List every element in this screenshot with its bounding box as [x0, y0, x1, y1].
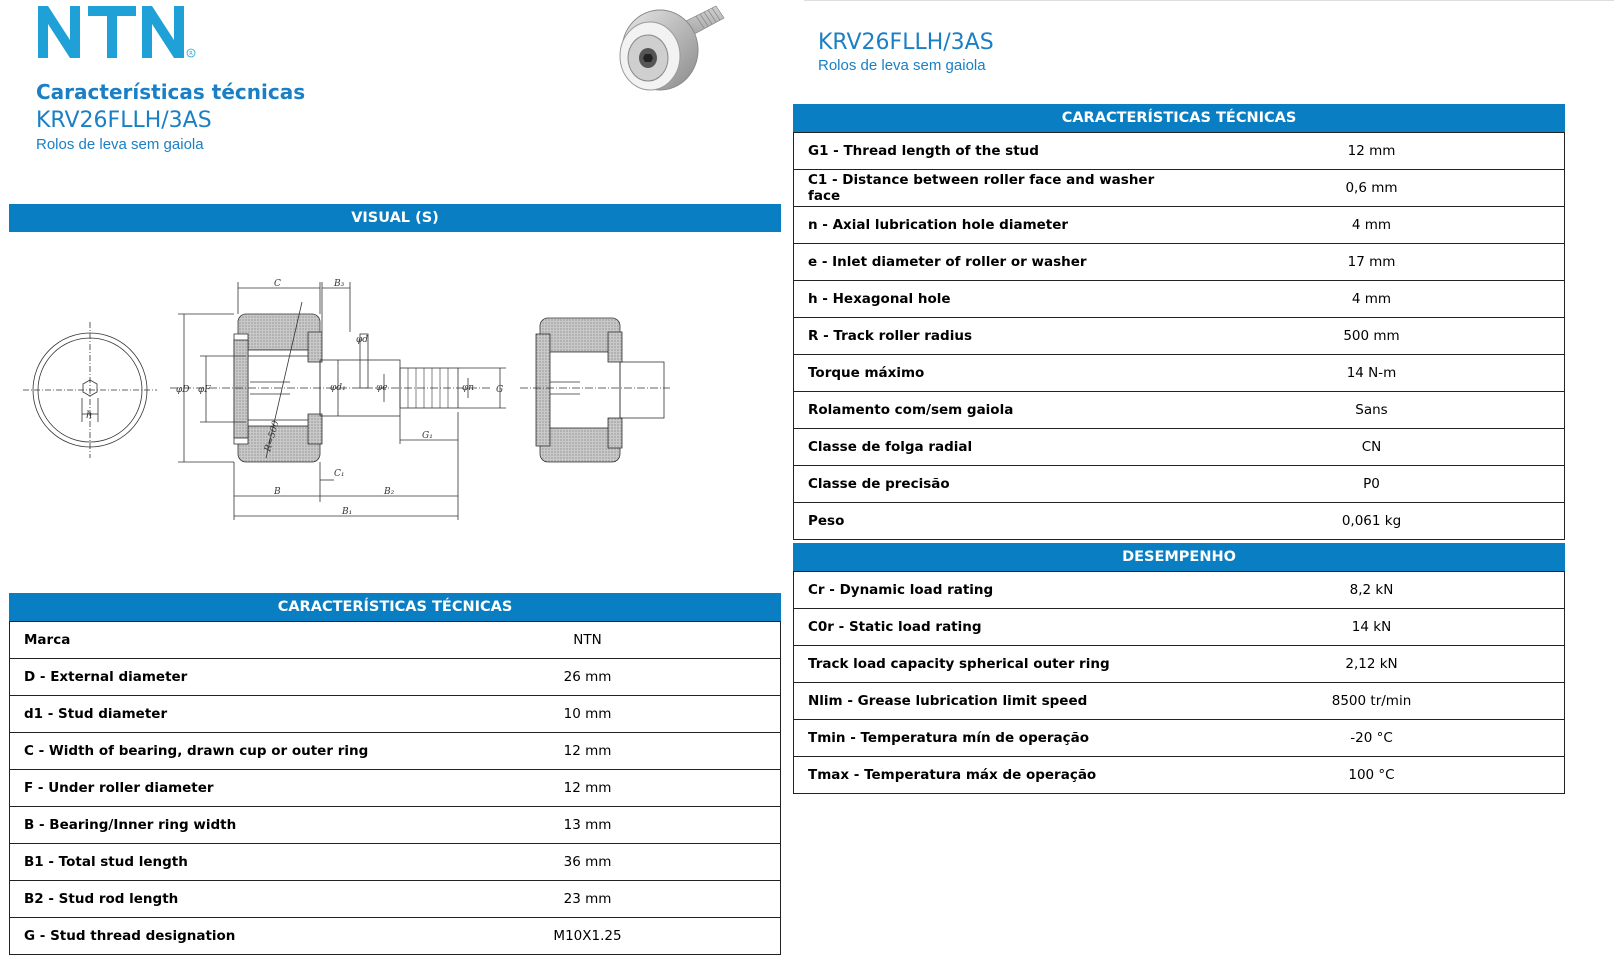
spec-label: Peso	[794, 503, 1180, 540]
drawing-label-e: φe	[376, 383, 388, 393]
drawing-label-b3: B₃	[334, 279, 345, 289]
spec-value: NTN	[395, 622, 781, 659]
spec-value: 500 mm	[1179, 318, 1565, 355]
spec-value: 14 N-m	[1179, 355, 1565, 392]
table-row	[10, 659, 781, 696]
spec-value: 0,6 mm	[1179, 170, 1565, 207]
table-row	[794, 466, 1565, 503]
spec-label: C - Width of bearing, drawn cup or outer ring	[10, 733, 396, 770]
performance-table	[793, 571, 1565, 794]
product-image	[608, 0, 743, 96]
table-row	[794, 355, 1565, 392]
drawing-label-g: G	[496, 385, 504, 395]
spec-label: e - Inlet diameter of roller or washer	[794, 244, 1180, 281]
drawing-label-c: C	[274, 279, 281, 289]
spec-value: 36 mm	[395, 844, 781, 881]
spec-value: CN	[1179, 429, 1565, 466]
drawing-label-b1: B₁	[342, 507, 353, 517]
right-spec-table	[793, 132, 1565, 540]
spec-label: F - Under roller diameter	[10, 770, 396, 807]
table-row	[10, 844, 781, 881]
spec-label: h - Hexagonal hole	[794, 281, 1180, 318]
right-model-subtitle: Rolos de leva sem gaiola	[818, 57, 986, 74]
svg-text:R: R	[189, 51, 193, 57]
spec-label: Torque máximo	[794, 355, 1180, 392]
spec-value: 100 °C	[1179, 757, 1565, 794]
table-row	[794, 170, 1565, 207]
spec-label: C1 - Distance between roller face and washer face	[794, 170, 1180, 207]
spec-value: 13 mm	[395, 807, 781, 844]
model-name: KRV26FLLH/3AS	[36, 108, 212, 133]
spec-label: B2 - Stud rod length	[10, 881, 396, 918]
spec-value: 12 mm	[1179, 133, 1565, 170]
drawing-label-c1: C₁	[334, 469, 345, 479]
table-row	[10, 770, 781, 807]
top-divider	[804, 0, 1614, 1]
spec-value: 2,12 kN	[1179, 646, 1565, 683]
model-subtitle: Rolos de leva sem gaiola	[36, 136, 204, 153]
table-row	[794, 133, 1565, 170]
spec-label: Rolamento com/sem gaiola	[794, 392, 1180, 429]
spec-value: 14 kN	[1179, 609, 1565, 646]
spec-label: d1 - Stud diameter	[10, 696, 396, 733]
ntn-logo	[38, 6, 198, 58]
spec-label: n - Axial lubrication hole diameter	[794, 207, 1180, 244]
performance-header: DESEMPENHO	[793, 543, 1565, 571]
table-row	[10, 622, 781, 659]
table-row	[794, 392, 1565, 429]
table-row	[10, 918, 781, 955]
visual-section-header: VISUAL (S)	[9, 204, 781, 232]
spec-label: Marca	[10, 622, 396, 659]
drawing-label-h	[86, 410, 92, 421]
spec-value: 4 mm	[1179, 207, 1565, 244]
spec-value: 8,2 kN	[1179, 572, 1565, 609]
table-row	[794, 429, 1565, 466]
spec-value: P0	[1179, 466, 1565, 503]
spec-label: Track load capacity spherical outer ring	[794, 646, 1180, 683]
spec-label: R - Track roller radius	[794, 318, 1180, 355]
table-row	[794, 244, 1565, 281]
spec-label: C0r - Static load rating	[794, 609, 1180, 646]
drawing-label-g1: G₁	[422, 431, 433, 441]
table-row	[10, 696, 781, 733]
right-model-name: KRV26FLLH/3AS	[818, 30, 994, 55]
spec-value: 0,061 kg	[1179, 503, 1565, 540]
table-row	[794, 609, 1565, 646]
spec-value: 17 mm	[1179, 244, 1565, 281]
drawing-label-b2: B₂	[384, 487, 395, 497]
left-spec-header: CARACTERÍSTICAS TÉCNICAS	[9, 593, 781, 621]
table-row	[10, 881, 781, 918]
table-row	[794, 503, 1565, 540]
drawing-label-n: φn	[462, 383, 475, 393]
spec-value: 4 mm	[1179, 281, 1565, 318]
table-row	[10, 807, 781, 844]
spec-label: D - External diameter	[10, 659, 396, 696]
spec-value: M10X1.25	[395, 918, 781, 955]
spec-label: Cr - Dynamic load rating	[794, 572, 1180, 609]
svg-text:h: h	[86, 410, 93, 421]
spec-label: Tmax - Temperatura máx de operação	[794, 757, 1180, 794]
spec-value: Sans	[1179, 392, 1565, 429]
spec-label: Classe de folga radial	[794, 429, 1180, 466]
spec-label: Classe de precisão	[794, 466, 1180, 503]
drawing-label-d1: φd₁	[330, 383, 346, 393]
spec-value: 12 mm	[395, 733, 781, 770]
spec-label: Tmin - Temperatura mín de operação	[794, 720, 1180, 757]
page-title: Características técnicas	[36, 80, 306, 104]
left-spec-table	[9, 621, 781, 955]
spec-label: G - Stud thread designation	[10, 918, 396, 955]
drawing-label-d: φd	[356, 335, 369, 345]
spec-label: G1 - Thread length of the stud	[794, 133, 1180, 170]
table-row	[794, 318, 1565, 355]
technical-drawing	[20, 262, 690, 532]
table-row	[794, 207, 1565, 244]
spec-value: 12 mm	[395, 770, 781, 807]
drawing-label-b: B	[274, 487, 281, 497]
spec-label: Nlim - Grease lubrication limit speed	[794, 683, 1180, 720]
spec-label: B - Bearing/Inner ring width	[10, 807, 396, 844]
table-row	[794, 683, 1565, 720]
table-row	[794, 281, 1565, 318]
drawing-label-r: R=500	[263, 419, 282, 453]
drawing-label-d-outer: φD	[176, 385, 190, 395]
table-row	[794, 757, 1565, 794]
table-row	[794, 646, 1565, 683]
spec-value: 8500 tr/min	[1179, 683, 1565, 720]
spec-value: 23 mm	[395, 881, 781, 918]
drawing-label-f: φF	[198, 385, 211, 395]
table-row	[794, 572, 1565, 609]
spec-value: -20 °C	[1179, 720, 1565, 757]
table-row	[10, 733, 781, 770]
right-spec-header: CARACTERÍSTICAS TÉCNICAS	[793, 104, 1565, 132]
table-row	[794, 720, 1565, 757]
spec-label: B1 - Total stud length	[10, 844, 396, 881]
spec-value: 26 mm	[395, 659, 781, 696]
spec-value: 10 mm	[395, 696, 781, 733]
